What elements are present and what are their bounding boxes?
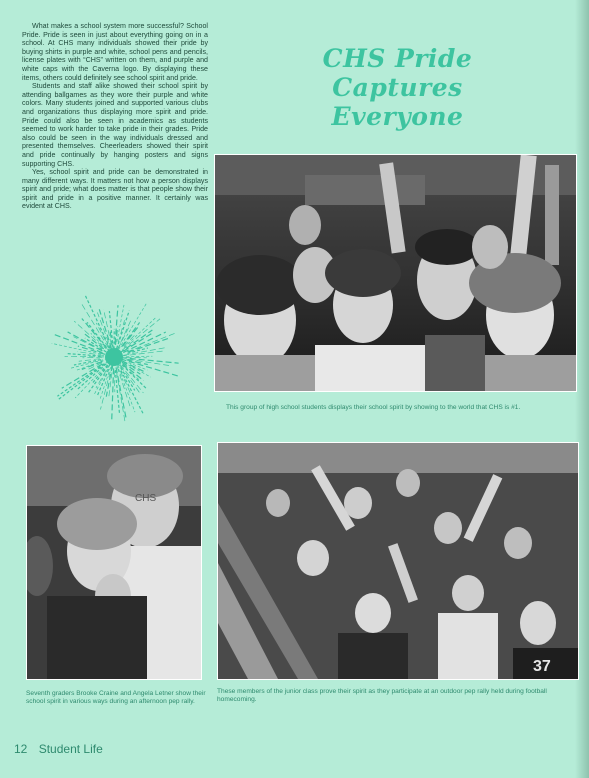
headline-line-3: Everyone xyxy=(331,102,464,131)
article-paragraph-1: What makes a school system more successful? School Pride. Pride is seen in just about everything going on in a school. At CHS many individuals showed their pride by buying shirts in purple and white, school pens and pencils, license plates with “CHS” written on them, and purple and white caps with the Caverna logo. By displaying these items, others could definitely see school spirit and pride. xyxy=(22,22,208,82)
article-paragraph-3: Yes, school spirit and pride can be demonstrated in many different ways. It matters not how a person displays spirit and pride; what does matter is that people show their spirit and pride in a positive manner. It certainly was evident at CHS. xyxy=(22,168,208,211)
svg-text:37: 37 xyxy=(533,658,551,675)
section-title: Student Life xyxy=(38,742,103,756)
article-body xyxy=(22,22,208,211)
seventh-graders-photo-image xyxy=(27,446,201,679)
crowd-photo-caption: This group of high school students displays their school spirit by showing to the world that CHS is #1. xyxy=(226,404,521,411)
crowd-photo xyxy=(214,154,577,392)
junior-class-photo xyxy=(217,442,579,680)
headline-line-2: Captures xyxy=(332,73,463,102)
svg-text:CHS: CHS xyxy=(135,493,157,504)
junior-class-caption: These members of the junior class prove their spirit as they participate at an outdoor pep rally held during football homecoming. xyxy=(217,688,547,704)
page-footer xyxy=(14,742,103,756)
crowd-photo-image xyxy=(215,155,576,391)
seventh-graders-photo xyxy=(26,445,202,680)
starburst-decoration xyxy=(42,285,187,430)
article-paragraph-2: Students and staff alike showed their school spirit by attending ballgames as they wore their purple and white colors. Many students joined and supported various clubs and organizations thus displaying more spirit and pride. Pride could also be seen in academics as students seemed to work harder to take pride in their grades. Pride also could be seen in the way individuals dressed and presented themselves. Cheerleaders showed their spirit and pride continually by hanging posters and signs supporting CHS. xyxy=(22,82,208,168)
seventh-graders-caption: Seventh graders Brooke Craine and Angela Letner show their school spirit in various ways during an afternoon pep rally. xyxy=(26,690,206,706)
page-number: 12 xyxy=(14,742,28,756)
headline-line-1: CHS Pride xyxy=(322,44,473,73)
junior-class-photo-image xyxy=(218,443,578,679)
page-headline xyxy=(290,44,505,131)
